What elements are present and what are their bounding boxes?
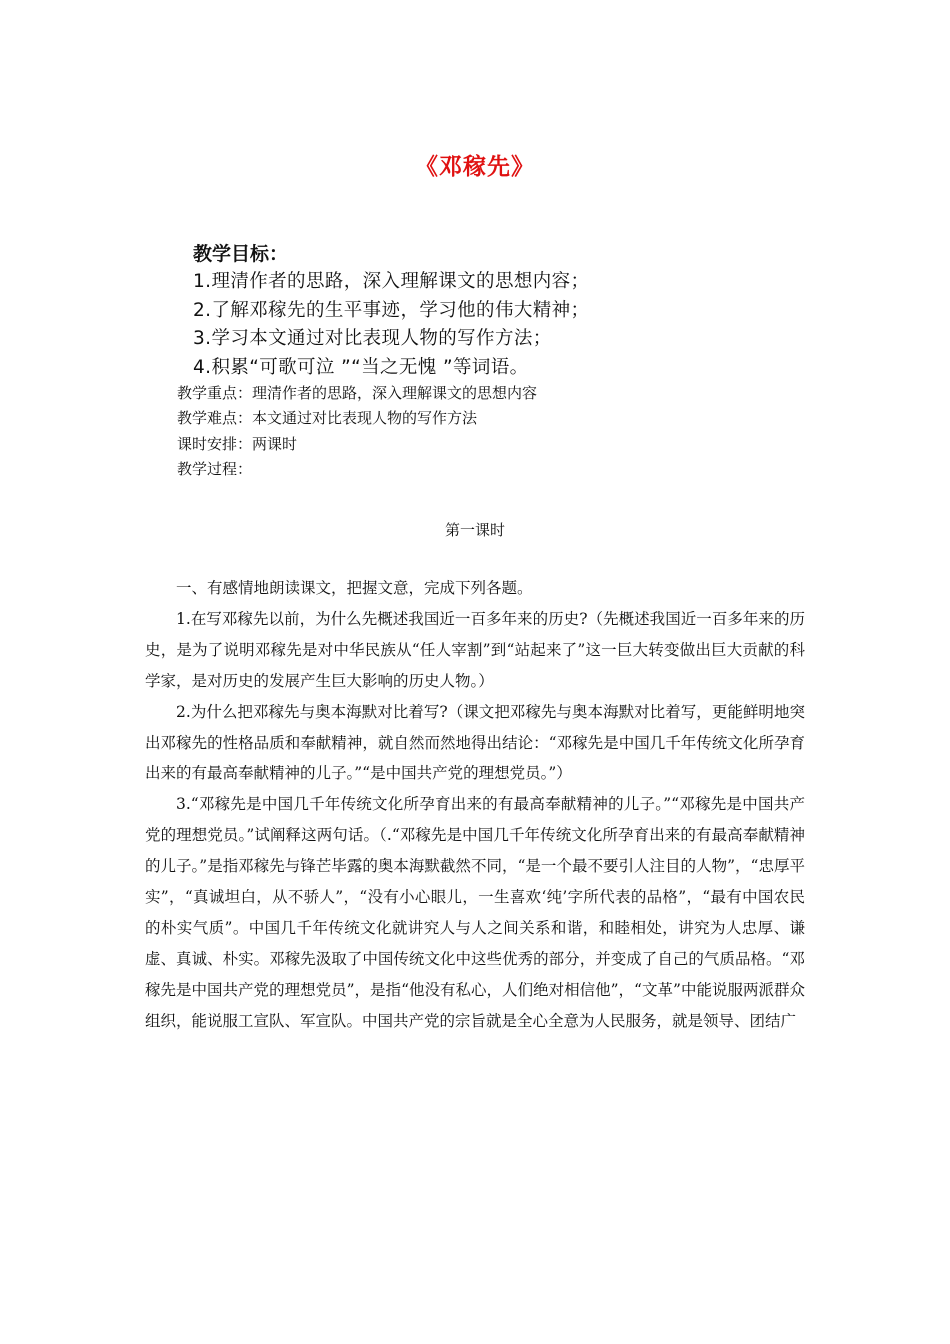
goal-item: 1.理清作者的思路，深入理解课文的思想内容；: [193, 271, 590, 292]
teaching-difficulty: 教学难点：本文通过对比表现人物的写作方法: [177, 409, 478, 428]
teaching-process-label: 教学过程：: [177, 459, 253, 478]
document-title: 《邓稼先》: [415, 154, 535, 180]
lesson-meta: [177, 381, 537, 482]
goal-item: 2.了解邓稼先的生平事迹，学习他的伟大精神；: [193, 299, 590, 321]
goal-item: 4.积累“可歌可泣 ”“当之无愧 ”等词语。: [193, 356, 529, 378]
lesson-body: [145, 573, 805, 1037]
goal-item: 3.学习本文通过对比表现人物的写作方法；: [193, 328, 552, 349]
paragraph: 2.为什么把邓稼先与奥本海默对比着写?（课文把邓稼先与奥本海默对比着写，更能鲜明地突出邓稼先的性格品质和奉献精神，就自然而然地得出结论：“邓稼先是中国几千年传统文化所孕育出来的有最高奉献精神的儿子。”“是中国共产党的理想党员。”）: [145, 702, 805, 783]
paragraph: 一、有感情地朗读课文，把握文意，完成下列各题。: [176, 579, 533, 597]
teaching-goals: [193, 240, 589, 382]
teaching-focus: 教学重点：理清作者的思路，深入理解课文的思想内容: [177, 384, 538, 402]
paragraph: 3.“邓稼先是中国几千年传统文化所孕育出来的有最高奉献精神的儿子。”“邓稼先是中国共产党的理想党员。”试阐释这两句话。（.“邓稼先是中国几千年传统文化所孕育出来的有最高奉献精神的儿子。”是指邓稼先与锋芒毕露的奥本海默截然不同，“是一个最不要引人注目的人物”，“忠厚平实”，“真诚坦白，从不骄人”，“没有小心眼儿，一生喜欢‘纯’字所代表的品格”，“最有中国农民的朴实气质”。中国几千年传统文化就讲究人与人之间关系和谐，和睦相处，讲究为人忠厚、谦虚、真诚、朴实。邓稼先汲取了中国传统文化中这些优秀的部分，并变成了自己的气质品格。“邓稼先是中国共产党的理想党员”，是指“他没有私心，人们绝对相信他”，“文革”中能说服两派群众组织，能说服工宣队、军宣队。中国共产党的宗旨就是全心全意为人民服务，就是领导、团结广: [145, 795, 805, 1030]
paragraph: 1.在写邓稼先以前，为什么先概述我国近一百多年来的历史?（先概述我国近一百多年来的历史，是为了说明邓稼先是对中华民族从“任人宰割”到“站起来了”这一巨大转变做出巨大贡献的科学家，是对历史的发展产生巨大影响的历史人物。）: [145, 609, 805, 690]
class-schedule: 课时安排：两课时: [177, 434, 298, 453]
lesson-title: 第一课时: [444, 521, 505, 539]
goals-heading: 教学目标：: [193, 243, 289, 265]
